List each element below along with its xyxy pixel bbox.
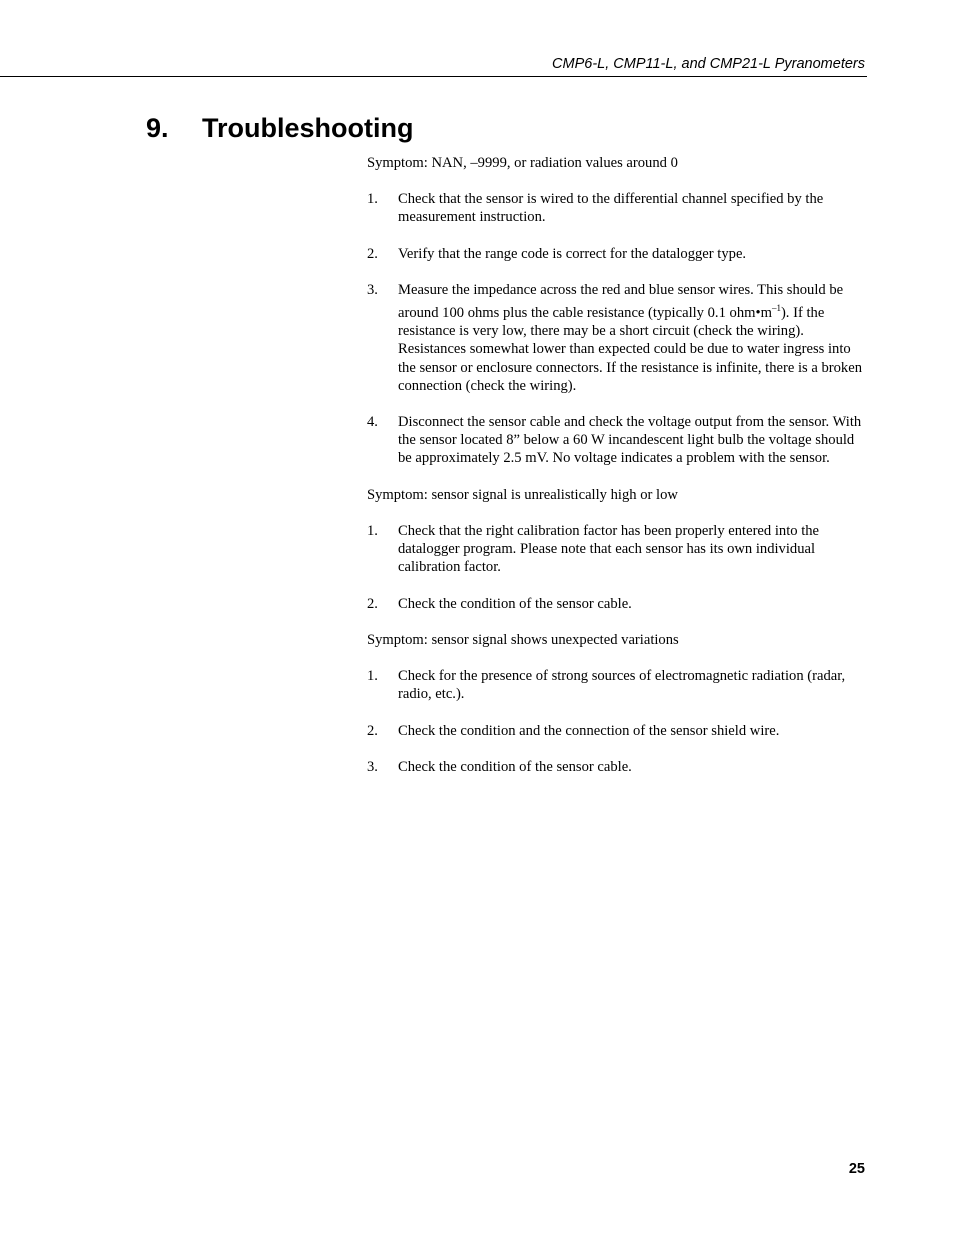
- step-text: Verify that the range code is correct for the datalogger type.: [398, 245, 747, 262]
- step-number: 2.: [367, 245, 378, 262]
- step-number: 1.: [367, 191, 378, 208]
- list-item: [367, 245, 867, 263]
- steps-list-high-low: [367, 522, 867, 613]
- step-number: 2.: [367, 722, 378, 739]
- step-number: 1.: [367, 522, 378, 539]
- step-number: 3.: [367, 282, 378, 299]
- step-text: Check the condition of the sensor cable.: [398, 595, 632, 612]
- header-rule: [0, 76, 867, 77]
- step-text: Check for the presence of strong sources of electromagnetic radiation (radar, radio, etc.).: [398, 668, 846, 703]
- step-number: 3.: [367, 759, 378, 776]
- steps-list-variations: [367, 667, 867, 776]
- step-text: Check the condition of the sensor cable.: [398, 759, 632, 776]
- step-text-part: Measure the impedance across the red and blue sensor wires. This should be around 100 ohms plus the cable resistance (typically 0.1 ohm•m: [398, 282, 844, 322]
- list-item: [367, 722, 867, 740]
- steps-list-nan: [367, 190, 867, 467]
- running-header: CMP6-L, CMP11-L, and CMP21-L Pyranometers: [552, 56, 865, 72]
- step-text-part: ). If the resistance is very low, there may be a short circuit (check the wiring). Resistances somewhat lower than expected could be due to water ingress into the sensor or enclosure connectors. If the resistance is infinite, there is a broken connection (check the wiring).: [398, 305, 862, 394]
- symptom-nan: Symptom: NAN, –9999, or radiation values around 0: [367, 155, 678, 171]
- step-number: 1.: [367, 668, 378, 685]
- list-item: [367, 758, 867, 776]
- list-item: [367, 522, 867, 576]
- step-number: 4.: [367, 413, 378, 430]
- symptom-high-low: Symptom: sensor signal is unrealistically high or low: [367, 486, 678, 503]
- step-number: 2.: [367, 595, 378, 612]
- page-number: 25: [848, 1161, 865, 1177]
- step-text: Disconnect the sensor cable and check the voltage output from the sensor. With the sensor located 8” below a 60 W incandescent light bulb the voltage should be approximately 2.5 mV. No voltage indicates a problem with the sensor.: [398, 413, 862, 467]
- superscript: –1: [771, 303, 781, 314]
- list-item: [367, 281, 867, 394]
- symptom-variations: Symptom: sensor signal shows unexpected variations: [367, 631, 679, 648]
- section-number: 9.: [146, 113, 169, 143]
- list-item: [367, 667, 867, 703]
- step-text: Check that the right calibration factor has been properly entered into the datalogger program. Please note that each sensor has its own individual calibration factor.: [398, 522, 820, 576]
- list-item: [367, 190, 867, 226]
- step-text: Check the condition and the connection of the sensor shield wire.: [398, 722, 780, 739]
- step-text: [398, 281, 867, 394]
- section-title-text: Troubleshooting: [202, 113, 414, 143]
- troubleshooting-body: [367, 154, 867, 795]
- step-text: Check that the sensor is wired to the differential channel specified by the measurement instruction.: [398, 191, 824, 226]
- section-title: [146, 111, 413, 145]
- list-item: [367, 595, 867, 613]
- list-item: [367, 413, 867, 467]
